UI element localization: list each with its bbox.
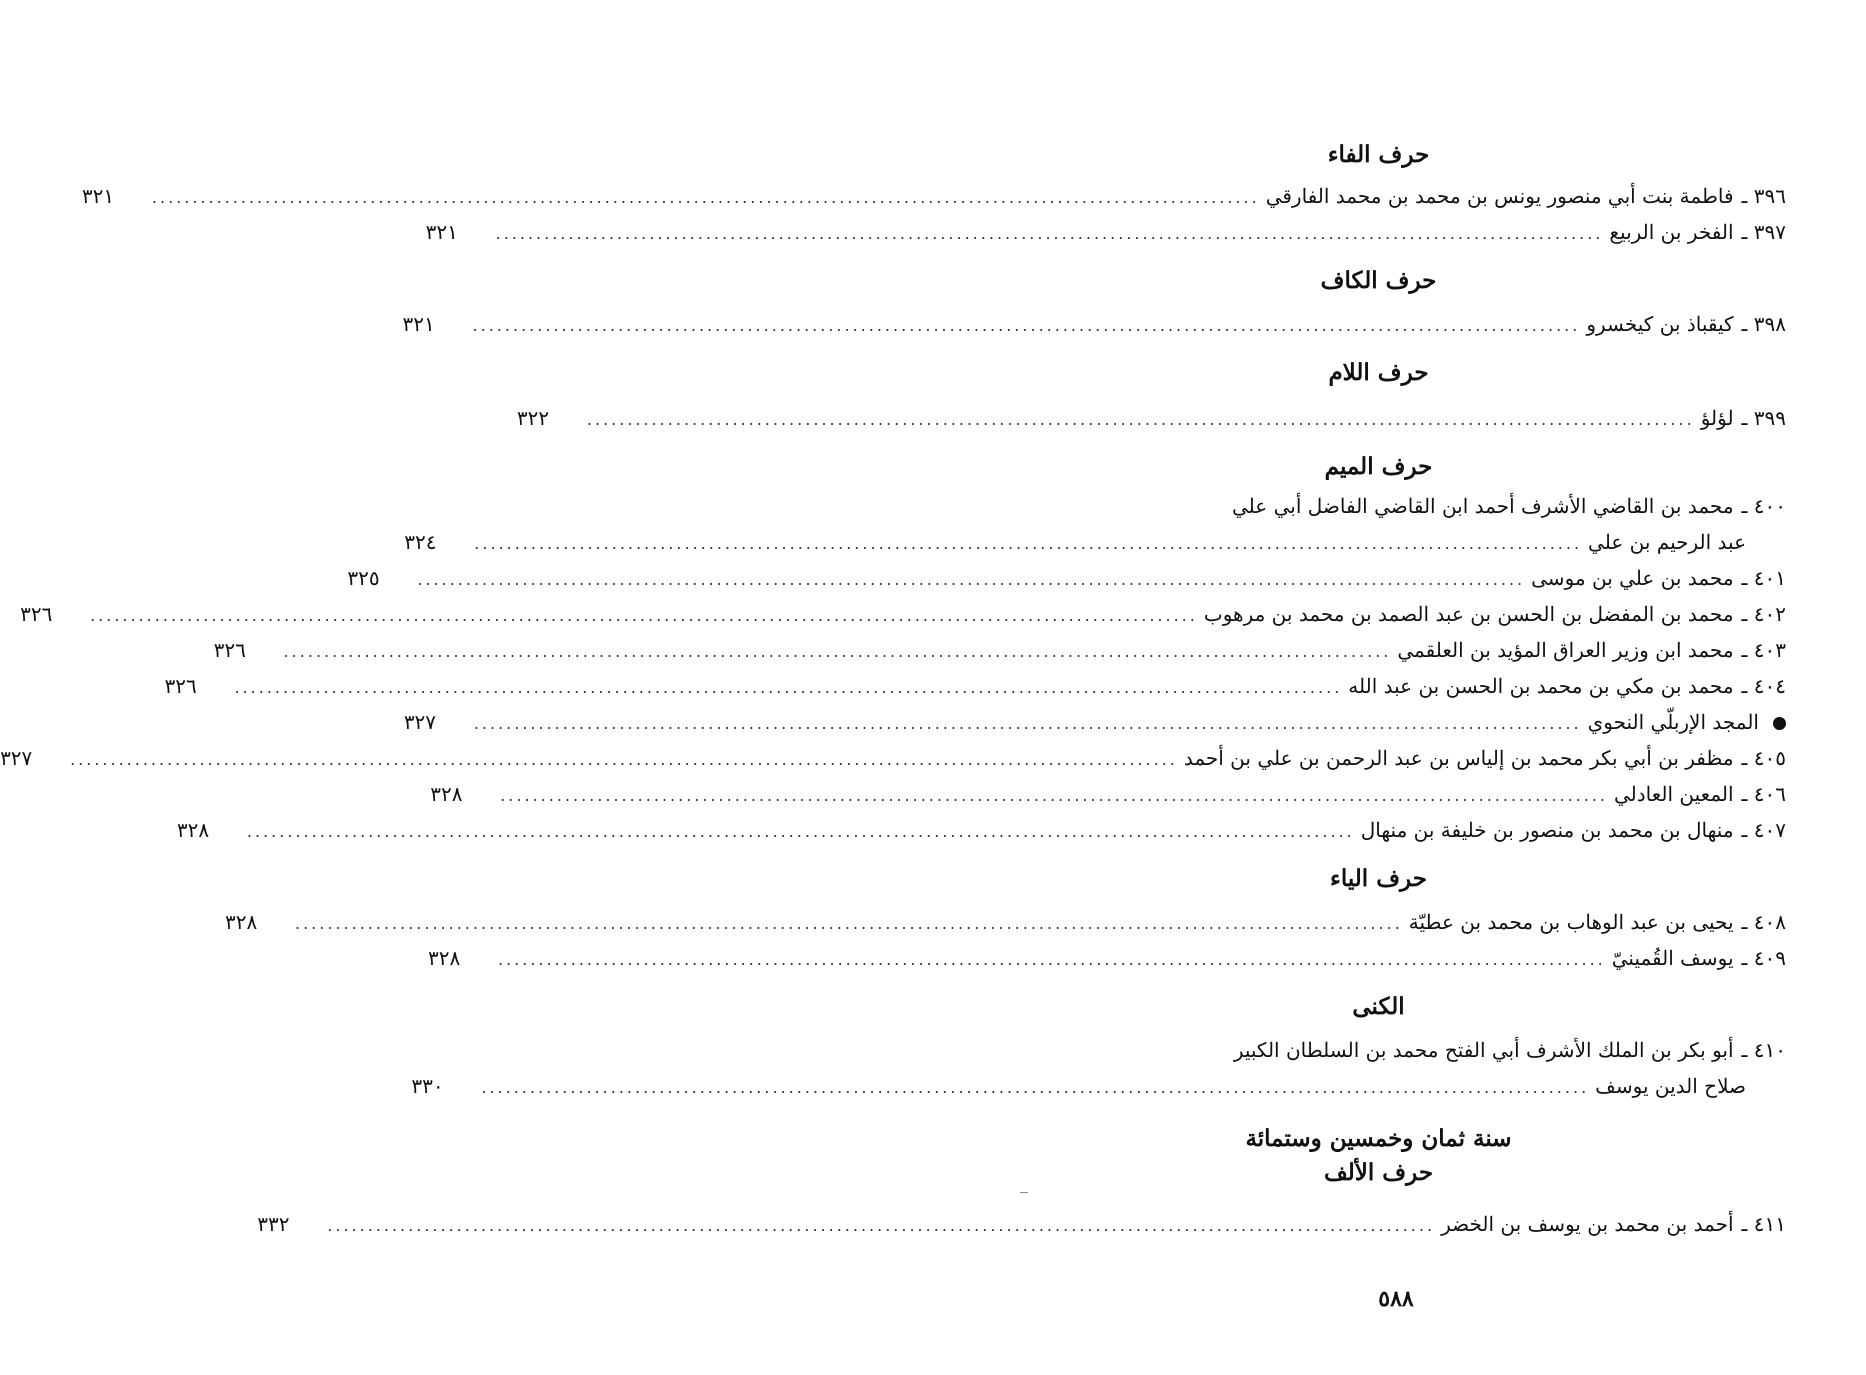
entry-title-continuation: صلاح الدين يوسف: [1595, 1074, 1746, 1098]
leader-dots: .........................................................................................................................................: [295, 914, 1403, 933]
entry-page: ٣٢٢: [516, 406, 550, 430]
entry-page: ٣٢٧: [0, 746, 33, 770]
entry-title: محمد بن مكي بن محمد بن الحسن بن عبد الله: [1348, 674, 1734, 698]
entry-number: ٤٠٥ ـ: [1741, 746, 1786, 770]
entry-title: مظفر بن أبي بكر محمد بن إلياس بن عبد الرحمن بن علي بن أحمد: [1183, 746, 1734, 770]
toc-entry: [20, 596, 1786, 632]
entry-number: ٤١١ ـ: [1741, 1212, 1786, 1236]
entry-number: ٣٩٨ ـ: [1741, 312, 1786, 336]
margin-mark: [1020, 1192, 1028, 1193]
toc-entry: [213, 632, 1786, 668]
leader-dots: .........................................................................................................................................: [473, 714, 1582, 733]
entry-title: محمد بن علي بن موسى: [1531, 566, 1734, 590]
leader-dots: .........................................................................................................................................: [417, 570, 1526, 589]
toc-entry: [430, 776, 1786, 812]
entry-title: كيقباذ بن كيخسرو: [1586, 312, 1734, 336]
leader-dots: .........................................................................................................................................: [586, 410, 1695, 429]
entry-page: ٣٢٦: [213, 638, 246, 662]
entry-page: ٣٢٤: [404, 530, 437, 554]
entry-number: ٣٩٦ ـ: [1741, 184, 1786, 208]
toc-entry: [1006, 1032, 1786, 1068]
toc-entry: [81, 178, 1786, 214]
entry-title: أحمد بن محمد بن يوسف بن الخضر: [1441, 1212, 1734, 1236]
entry-page: ٣٢١: [402, 312, 435, 336]
entry-page: ٣٢١: [425, 220, 458, 244]
leader-dots: .........................................................................................................................................: [151, 188, 1260, 207]
entry-title: محمد ابن وزير العراق المؤيد بن العلقمي: [1397, 638, 1734, 662]
entry-title: المعين العادلي: [1614, 782, 1734, 806]
entry-title-continuation: عبد الرحيم بن علي: [1588, 530, 1746, 554]
entry-title: المجد الإربلّي النحوي: [1587, 710, 1759, 734]
toc-entry: [164, 668, 1786, 704]
entry-title: محمد بن القاضي الأشرف أحمد ابن القاضي الفاضل أبي علي: [1232, 494, 1734, 518]
entry-page: ٣٢٦: [164, 674, 197, 698]
toc-entry: [225, 904, 1786, 940]
entry-page: ٣٢٨: [427, 946, 461, 970]
toc-entry: [427, 940, 1786, 976]
entry-title: منهال بن محمد بن منصور بن خليفة بن منهال: [1360, 818, 1734, 842]
entry-number: ٤١٠ ـ: [1741, 1038, 1786, 1062]
entry-number: ٣٩٩ ـ: [1741, 406, 1786, 430]
entry-number: ٤٠٦ ـ: [1741, 782, 1786, 806]
section-heading: حرف الألف: [1323, 1159, 1434, 1186]
toc-entry: [1006, 488, 1786, 524]
leader-dots: .........................................................................................................................................: [246, 822, 1355, 841]
toc-entry-continuation: [411, 1068, 1786, 1104]
entry-title: الفخر بن الربيع: [1609, 220, 1734, 244]
entry-page: ٣٢٥: [347, 566, 380, 590]
entry-number: ٤٠٠ ـ: [1741, 494, 1786, 518]
toc-entry: [403, 704, 1786, 740]
leader-dots: .........................................................................................................................................: [472, 316, 1581, 335]
entry-title: لؤلؤ: [1700, 406, 1734, 430]
entry-page: ٣٣٠: [411, 1074, 444, 1098]
toc-entry: [257, 1206, 1786, 1242]
entry-title: يحيى بن عبد الوهاب بن محمد بن عطيّة: [1408, 910, 1734, 934]
toc-entry: [425, 214, 1786, 250]
page-number: ٥٨٨: [1378, 1286, 1414, 1312]
entry-page: ٣٢٧: [403, 710, 437, 734]
leader-dots: .........................................................................................................................................: [70, 750, 1178, 769]
leader-dots: .........................................................................................................................................: [474, 534, 1583, 553]
table-of-contents: [0, 138, 1786, 1242]
section-heading: حرف الياء: [1330, 865, 1427, 892]
leader-dots: .........................................................................................................................................: [497, 950, 1606, 969]
toc-entry: [176, 812, 1786, 848]
toc-entry: [402, 306, 1786, 342]
entry-title: أبو بكر بن الملك الأشرف أبي الفتح محمد بن السلطان الكبير: [1233, 1038, 1734, 1062]
year-heading: سنة ثمان وخمسين وستمائة: [1245, 1125, 1512, 1152]
entry-page: ٣٢٨: [430, 782, 463, 806]
leader-dots: .........................................................................................................................................: [283, 642, 1392, 661]
entry-page: ٣٢٨: [176, 818, 210, 842]
entry-title: يوسف القُمينيّ: [1611, 946, 1734, 970]
entry-number: ٤٠٨ ـ: [1741, 910, 1786, 934]
leader-dots: .........................................................................................................................................: [495, 224, 1604, 243]
toc-entry: [0, 740, 1786, 776]
entry-number: ٤٠٩ ـ: [1741, 946, 1786, 970]
entry-title: محمد بن المفضل بن الحسن بن عبد الصمد بن محمد بن مرهوب: [1203, 602, 1734, 626]
entry-page: ٣٣٢: [257, 1212, 290, 1236]
entry-number: ٤٠٣ ـ: [1741, 638, 1786, 662]
entry-number: ٤٠٢ ـ: [1741, 602, 1786, 626]
entry-page: ٣٢٨: [225, 910, 258, 934]
toc-entry-continuation: [404, 524, 1786, 560]
entry-page: ٣٢٦: [20, 602, 53, 626]
entry-number: ٤٠١ ـ: [1741, 566, 1786, 590]
entry-number: ٤٠٧ ـ: [1741, 818, 1786, 842]
leader-dots: .........................................................................................................................................: [481, 1078, 1590, 1097]
section-heading: حرف الفاء: [1327, 141, 1430, 168]
toc-entry: [347, 560, 1786, 596]
leader-dots: .........................................................................................................................................: [90, 606, 1198, 625]
leader-dots: .........................................................................................................................................: [327, 1216, 1436, 1235]
section-heading: حرف الكاف: [1320, 267, 1437, 294]
entry-bullet: [1759, 704, 1786, 740]
toc-entry: [516, 400, 1786, 436]
leader-dots: .........................................................................................................................................: [234, 678, 1343, 697]
entry-number: ٣٩٧ ـ: [1741, 220, 1786, 244]
section-heading: حرف اللام: [1328, 359, 1429, 386]
entry-number: ٤٠٤ ـ: [1741, 674, 1786, 698]
entry-title: فاطمة بنت أبي منصور يونس بن محمد بن محمد الفارقي: [1265, 184, 1734, 208]
bullet-icon: [1773, 717, 1786, 730]
leader-dots: .........................................................................................................................................: [500, 786, 1608, 805]
section-heading: حرف الميم: [1324, 453, 1433, 480]
entry-page: ٣٢١: [81, 184, 115, 208]
section-heading: الكنى: [1352, 993, 1405, 1020]
